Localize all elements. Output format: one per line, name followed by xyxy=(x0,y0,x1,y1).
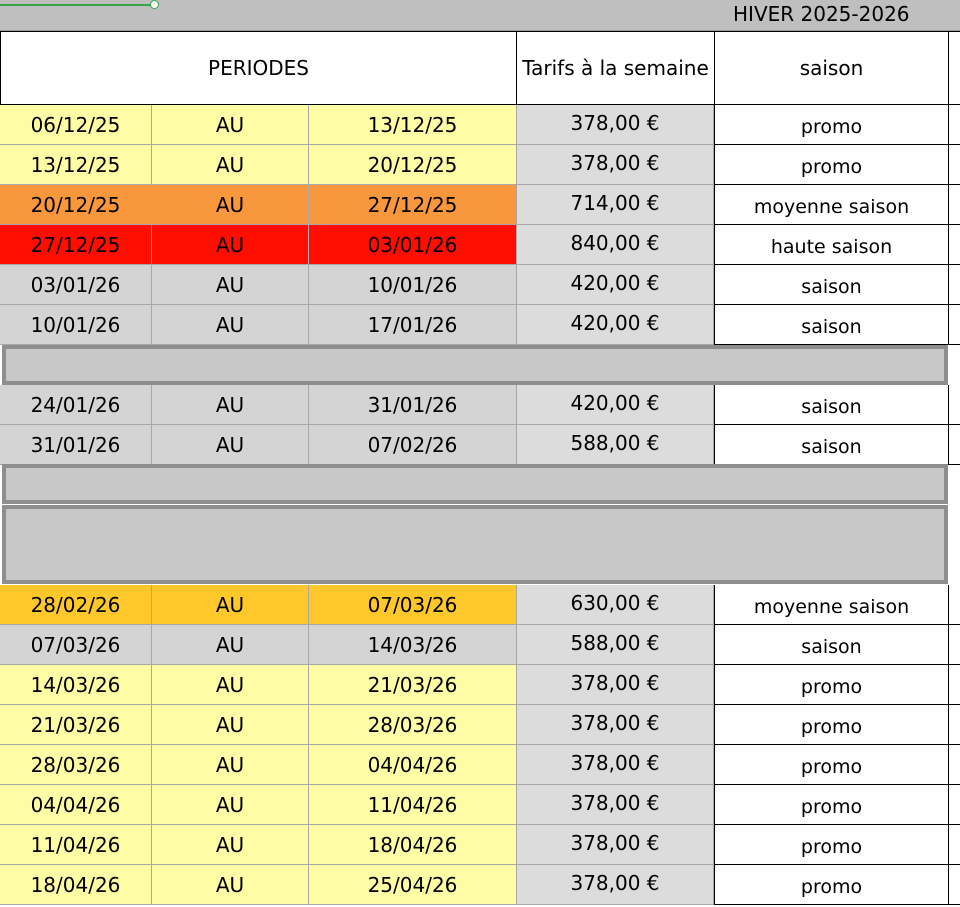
date-to-cell[interactable]: 11/04/26 xyxy=(309,785,517,825)
edge-cell[interactable] xyxy=(949,825,960,865)
date-from-cell[interactable]: 18/04/26 xyxy=(0,865,152,905)
date-to-cell[interactable]: 18/04/26 xyxy=(309,825,517,865)
edge-cell[interactable] xyxy=(949,705,960,745)
au-cell[interactable]: AU xyxy=(152,305,309,345)
date-to-cell[interactable]: 20/12/25 xyxy=(309,145,517,185)
au-cell[interactable]: AU xyxy=(152,865,309,905)
table-row xyxy=(0,225,960,265)
edge-cell[interactable] xyxy=(949,265,960,305)
season-cell[interactable]: promo xyxy=(714,145,949,185)
date-to-cell[interactable]: 25/04/26 xyxy=(309,865,517,905)
merged-blank-row[interactable] xyxy=(2,505,948,584)
edge-cell[interactable] xyxy=(949,585,960,625)
edge-cell[interactable] xyxy=(949,425,960,465)
price-cell[interactable]: 378,00 € xyxy=(517,825,714,865)
edge-cell[interactable] xyxy=(949,665,960,705)
season-cell[interactable]: haute saison xyxy=(714,225,949,265)
season-cell[interactable]: promo xyxy=(714,785,949,825)
selection-border xyxy=(0,4,156,6)
edge-cell[interactable] xyxy=(949,865,960,905)
au-cell[interactable]: AU xyxy=(152,665,309,705)
date-to-cell[interactable]: 27/12/25 xyxy=(309,185,517,225)
header-tarifs[interactable]: Tarifs à la semaine xyxy=(516,31,715,105)
date-from-cell[interactable]: 24/01/26 xyxy=(0,385,152,425)
au-cell[interactable]: AU xyxy=(152,825,309,865)
au-cell[interactable]: AU xyxy=(152,145,309,185)
date-from-cell[interactable]: 07/03/26 xyxy=(0,625,152,665)
date-from-cell[interactable]: 27/12/25 xyxy=(0,225,152,265)
date-from-cell[interactable]: 06/12/25 xyxy=(0,105,152,145)
price-cell[interactable]: 378,00 € xyxy=(517,145,714,185)
price-cell[interactable]: 378,00 € xyxy=(517,785,714,825)
season-cell[interactable]: saison xyxy=(714,385,949,425)
season-cell[interactable]: moyenne saison xyxy=(714,585,949,625)
date-to-cell[interactable]: 13/12/25 xyxy=(309,105,517,145)
au-cell[interactable]: AU xyxy=(152,425,309,465)
header-saison[interactable]: saison xyxy=(714,31,949,105)
date-to-cell[interactable]: 07/03/26 xyxy=(309,585,517,625)
season-cell[interactable]: promo xyxy=(714,865,949,905)
table-row xyxy=(0,665,960,705)
au-cell[interactable]: AU xyxy=(152,625,309,665)
price-cell[interactable]: 378,00 € xyxy=(517,105,714,145)
edge-cell[interactable] xyxy=(949,225,960,265)
date-from-cell[interactable]: 14/03/26 xyxy=(0,665,152,705)
season-cell[interactable]: saison xyxy=(714,425,949,465)
edge-cell[interactable] xyxy=(949,745,960,785)
edge-cell[interactable] xyxy=(949,785,960,825)
table-row xyxy=(0,825,960,865)
date-from-cell[interactable]: 03/01/26 xyxy=(0,265,152,305)
edge-cell[interactable] xyxy=(949,185,960,225)
date-to-cell[interactable]: 14/03/26 xyxy=(309,625,517,665)
edge-cell[interactable] xyxy=(949,305,960,345)
date-from-cell[interactable]: 10/01/26 xyxy=(0,305,152,345)
merged-blank-row[interactable] xyxy=(2,345,948,385)
table-row xyxy=(0,865,960,905)
edge-cell[interactable] xyxy=(949,105,960,145)
header-periodes[interactable]: PERIODES xyxy=(0,31,517,105)
header-edge-cell[interactable] xyxy=(948,31,960,105)
season-cell[interactable]: moyenne saison xyxy=(714,185,949,225)
edge-cell[interactable] xyxy=(949,385,960,425)
edge-cell[interactable] xyxy=(949,625,960,665)
price-cell[interactable]: 378,00 € xyxy=(517,665,714,705)
au-cell[interactable]: AU xyxy=(152,185,309,225)
season-cell[interactable]: promo xyxy=(714,105,949,145)
table-row xyxy=(0,385,960,425)
date-from-cell[interactable]: 04/04/26 xyxy=(0,785,152,825)
sheet-title: HIVER 2025-2026 xyxy=(733,2,910,26)
au-cell[interactable]: AU xyxy=(152,705,309,745)
edge-cell[interactable] xyxy=(949,145,960,185)
merged-blank-row[interactable] xyxy=(2,464,948,504)
season-cell[interactable]: promo xyxy=(714,825,949,865)
price-cell[interactable]: 630,00 € xyxy=(517,585,714,625)
season-cell[interactable]: promo xyxy=(714,665,949,705)
season-cell[interactable]: saison xyxy=(714,305,949,345)
table-row xyxy=(0,185,960,225)
date-from-cell[interactable]: 28/03/26 xyxy=(0,745,152,785)
table-row xyxy=(0,585,960,625)
table-row xyxy=(0,785,960,825)
table-row xyxy=(0,625,960,665)
date-from-cell[interactable]: 13/12/25 xyxy=(0,145,152,185)
price-cell[interactable]: 378,00 € xyxy=(517,745,714,785)
table-row xyxy=(0,105,960,145)
season-cell[interactable]: promo xyxy=(714,745,949,785)
price-cell[interactable]: 420,00 € xyxy=(517,385,714,425)
au-cell[interactable]: AU xyxy=(152,745,309,785)
date-from-cell[interactable]: 28/02/26 xyxy=(0,585,152,625)
table-row xyxy=(0,145,960,185)
au-cell[interactable]: AU xyxy=(152,265,309,305)
table-row xyxy=(0,425,960,465)
date-to-cell[interactable]: 28/03/26 xyxy=(309,705,517,745)
season-cell[interactable]: saison xyxy=(714,625,949,665)
price-cell[interactable]: 420,00 € xyxy=(517,265,714,305)
table-row xyxy=(0,745,960,785)
price-cell[interactable]: 420,00 € xyxy=(517,305,714,345)
au-cell[interactable]: AU xyxy=(152,785,309,825)
date-to-cell[interactable]: 04/04/26 xyxy=(309,745,517,785)
date-to-cell[interactable]: 07/02/26 xyxy=(309,425,517,465)
price-cell[interactable]: 588,00 € xyxy=(517,625,714,665)
table-row xyxy=(0,305,960,345)
price-cell[interactable]: 840,00 € xyxy=(517,225,714,265)
date-to-cell[interactable]: 21/03/26 xyxy=(309,665,517,705)
date-from-cell[interactable]: 31/01/26 xyxy=(0,425,152,465)
season-cell[interactable]: saison xyxy=(714,265,949,305)
date-to-cell[interactable]: 03/01/26 xyxy=(309,225,517,265)
date-from-cell[interactable]: 20/12/25 xyxy=(0,185,152,225)
au-cell[interactable]: AU xyxy=(152,105,309,145)
season-cell[interactable]: promo xyxy=(714,705,949,745)
table-row xyxy=(0,705,960,745)
selection-handle[interactable] xyxy=(150,0,159,9)
date-from-cell[interactable]: 11/04/26 xyxy=(0,825,152,865)
table-row xyxy=(0,265,960,305)
date-to-cell[interactable]: 31/01/26 xyxy=(309,385,517,425)
price-cell[interactable]: 378,00 € xyxy=(517,865,714,905)
au-cell[interactable]: AU xyxy=(152,385,309,425)
date-from-cell[interactable]: 21/03/26 xyxy=(0,705,152,745)
date-to-cell[interactable]: 10/01/26 xyxy=(309,265,517,305)
price-cell[interactable]: 588,00 € xyxy=(517,425,714,465)
au-cell[interactable]: AU xyxy=(152,585,309,625)
date-to-cell[interactable]: 17/01/26 xyxy=(309,305,517,345)
price-cell[interactable]: 714,00 € xyxy=(517,185,714,225)
price-cell[interactable]: 378,00 € xyxy=(517,705,714,745)
au-cell[interactable]: AU xyxy=(152,225,309,265)
